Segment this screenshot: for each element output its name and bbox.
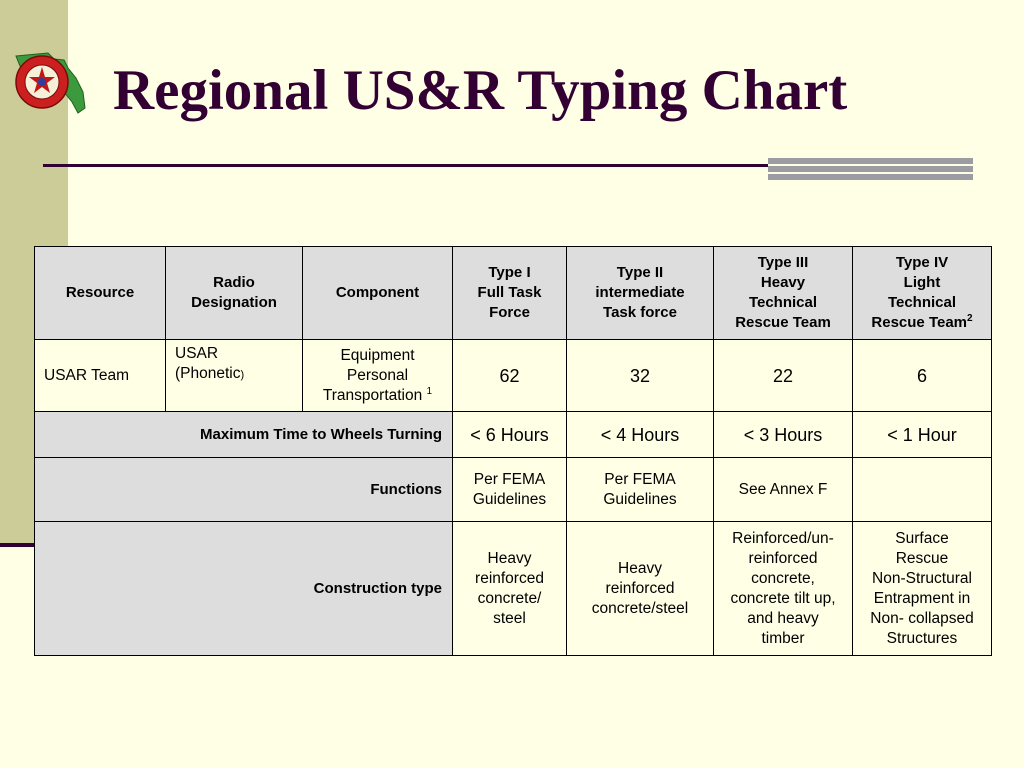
cell-radio-designation: USAR (Phonetic)	[166, 340, 303, 412]
cell-construction-type-2: Heavy reinforced concrete/steel	[567, 522, 714, 656]
cell-construction-type-1: Heavy reinforced concrete/ steel	[453, 522, 567, 656]
label-construction-type: Construction type	[35, 522, 453, 656]
cell-functions-type-3: See Annex F	[714, 458, 853, 522]
table-header-row	[35, 247, 992, 340]
typing-chart-table	[34, 246, 992, 656]
cell-construction-type-4: Surface Rescue Non-Structural Entrapment in Non- collapsed Structures	[853, 522, 992, 656]
label-max-time-wheels-turning: Maximum Time to Wheels Turning	[35, 412, 453, 458]
table-row-usar-team	[35, 340, 992, 412]
cell-usar-type-2: 32	[567, 340, 714, 412]
table-row-functions	[35, 458, 992, 522]
cell-wheels-type-4: < 1 Hour	[853, 412, 992, 458]
cell-functions-type-1: Per FEMA Guidelines	[453, 458, 567, 522]
cell-functions-type-2: Per FEMA Guidelines	[567, 458, 714, 522]
cell-construction-type-3: Reinforced/un- reinforced concrete, concrete tilt up, and heavy timber	[714, 522, 853, 656]
table-row-wheels-turning	[35, 412, 992, 458]
cell-usar-type-1: 62	[453, 340, 567, 412]
cell-component: Equipment Personal Transportation $^1$	[303, 340, 453, 412]
header-component: Component	[303, 247, 453, 340]
cell-usar-type-3: 22	[714, 340, 853, 412]
header-type-1: Type I Full Task Force	[453, 247, 567, 340]
cell-wheels-type-1: < 6 Hours	[453, 412, 567, 458]
cell-wheels-type-3: < 3 Hours	[714, 412, 853, 458]
fire-chiefs-association-logo	[14, 50, 90, 116]
cell-functions-type-4	[853, 458, 992, 522]
cell-wheels-type-2: < 4 Hours	[567, 412, 714, 458]
page-title: Regional US&R Typing Chart	[113, 59, 848, 122]
title-accent-bar	[768, 158, 973, 180]
label-functions: Functions	[35, 458, 453, 522]
cell-usar-type-4: 6	[853, 340, 992, 412]
header-type-4: Type IV Light Technical Rescue Team$^2$	[853, 247, 992, 340]
header-type-2: Type II intermediate Task force	[567, 247, 714, 340]
table-row-construction-type	[35, 522, 992, 656]
header-type-3: Type III Heavy Technical Rescue Team	[714, 247, 853, 340]
header-resource: Resource	[35, 247, 166, 340]
header-radio-designation: Radio Designation	[166, 247, 303, 340]
cell-resource-usar-team: USAR Team	[35, 340, 166, 412]
title-underline	[43, 164, 773, 167]
